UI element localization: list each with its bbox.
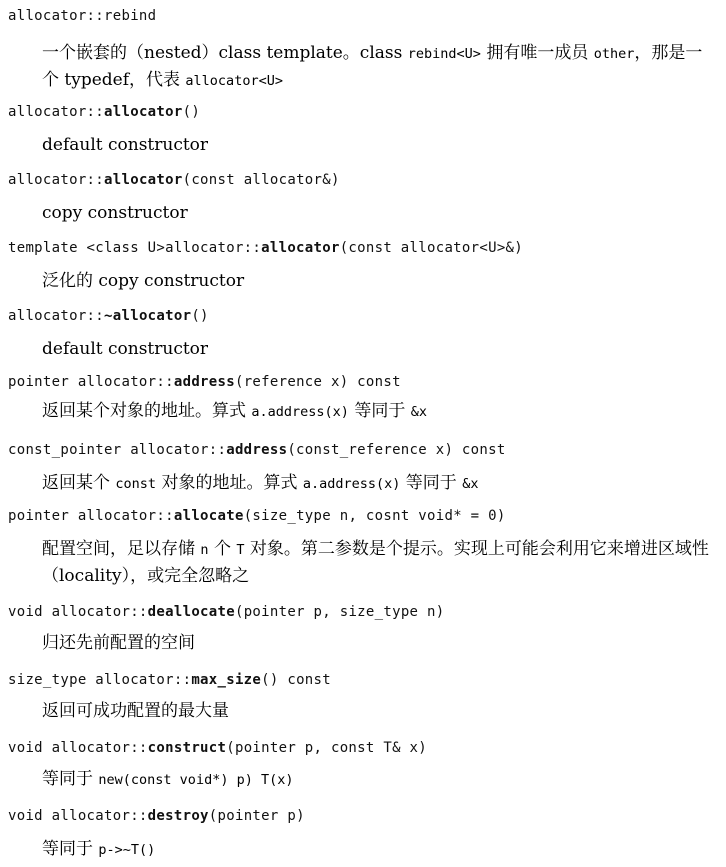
function-name: allocator bbox=[104, 172, 183, 188]
function-name: allocator bbox=[261, 240, 340, 256]
inline-code: other bbox=[593, 46, 635, 62]
signature-prefix: allocator:: bbox=[8, 172, 105, 188]
function-name: ~allocator bbox=[104, 308, 192, 324]
signature-params: (pointer p, const T& x) bbox=[226, 740, 427, 756]
function-signature bbox=[8, 374, 401, 390]
function-signature bbox=[8, 8, 156, 24]
function-description bbox=[42, 698, 718, 724]
inline-code: const bbox=[115, 476, 157, 492]
function-signature bbox=[8, 442, 506, 458]
function-description bbox=[42, 836, 718, 863]
signature-params: (const allocator<U>&) bbox=[339, 240, 524, 256]
description-text: default constructor bbox=[42, 135, 209, 155]
function-description bbox=[42, 398, 718, 425]
function-signature bbox=[8, 104, 200, 120]
description-text: 泛化的 copy constructor bbox=[42, 271, 245, 291]
function-description bbox=[42, 268, 718, 294]
description-text: 对象的地址。算式 bbox=[156, 473, 303, 493]
function-signature bbox=[8, 672, 331, 688]
description-text: default constructor bbox=[42, 339, 209, 359]
function-name: address bbox=[226, 442, 288, 458]
signature-params: () const bbox=[261, 672, 331, 688]
function-description bbox=[42, 336, 718, 362]
signature-prefix: allocator:: bbox=[8, 308, 105, 324]
function-name: allocate bbox=[173, 508, 244, 524]
description-text: 归还先前配置的空间 bbox=[42, 633, 195, 653]
function-signature bbox=[8, 240, 523, 256]
function-name: address bbox=[173, 374, 235, 390]
inline-code: &x bbox=[462, 476, 479, 492]
inline-code: &x bbox=[410, 404, 428, 420]
signature-params: (reference x) const bbox=[234, 374, 401, 390]
description-text: copy constructor bbox=[42, 203, 188, 223]
function-signature bbox=[8, 808, 305, 824]
inline-code: new(const void*) p) T(x) bbox=[98, 772, 294, 788]
signature-params: () bbox=[182, 104, 201, 120]
signature-params: (size_type n, cosnt void* = 0) bbox=[243, 508, 506, 524]
signature-prefix: void allocator:: bbox=[8, 740, 148, 756]
function-name: allocator bbox=[104, 104, 183, 120]
signature-prefix: void allocator:: bbox=[8, 604, 148, 620]
function-description bbox=[42, 536, 718, 589]
description-text: 拥有唯一成员 bbox=[480, 43, 594, 63]
inline-code: a.address(x) bbox=[251, 404, 349, 420]
description-text: 个 bbox=[208, 539, 237, 559]
signature-params: (const_reference x) const bbox=[287, 442, 506, 458]
description-text: 返回某个 bbox=[42, 473, 116, 493]
function-signature bbox=[8, 604, 444, 620]
function-description bbox=[42, 470, 718, 497]
description-text: ，那是一个 typedef，代表 bbox=[42, 43, 703, 90]
function-signature bbox=[8, 508, 506, 524]
description-text: 等同于 bbox=[400, 473, 463, 493]
function-name: deallocate bbox=[147, 604, 235, 620]
description-text: 对象。第二参数是个提示。实现上可能会利用它来增进区域性（locality），或完全忽略之 bbox=[42, 539, 709, 586]
signature-params: (pointer p) bbox=[208, 808, 305, 824]
function-name: construct bbox=[147, 740, 227, 756]
inline-code: p->~T() bbox=[98, 842, 156, 858]
signature-params: (const allocator&) bbox=[182, 172, 340, 188]
description-text: 返回可成功配置的最大量 bbox=[42, 701, 229, 721]
inline-code: T bbox=[236, 542, 245, 558]
inline-code: n bbox=[200, 542, 209, 558]
function-signature bbox=[8, 308, 209, 324]
signature-params: (pointer p, size_type n) bbox=[234, 604, 445, 620]
signature-prefix: void allocator:: bbox=[8, 808, 148, 824]
signature-prefix: pointer allocator:: bbox=[8, 508, 174, 524]
function-signature bbox=[8, 740, 427, 756]
signature-prefix: allocator::rebind bbox=[8, 8, 157, 24]
description-text: 返回某个对象的地址。算式 bbox=[42, 401, 252, 421]
signature-prefix: const_pointer allocator:: bbox=[8, 442, 227, 458]
description-text: 配置空间，足以存储 bbox=[42, 539, 201, 559]
description-text: 等同于 bbox=[42, 769, 99, 789]
description-text: 等同于 bbox=[348, 401, 411, 421]
inline-code: a.address(x) bbox=[302, 476, 401, 492]
description-text: 等同于 bbox=[42, 839, 99, 859]
function-description bbox=[42, 200, 718, 226]
function-signature bbox=[8, 172, 340, 188]
signature-prefix: template <class U>allocator:: bbox=[8, 240, 262, 256]
function-name: destroy bbox=[147, 808, 209, 824]
inline-code: rebind<U> bbox=[407, 46, 481, 62]
signature-prefix: allocator:: bbox=[8, 104, 105, 120]
signature-prefix: size_type allocator:: bbox=[8, 672, 192, 688]
inline-code: allocator<U> bbox=[185, 73, 283, 89]
signature-prefix: pointer allocator:: bbox=[8, 374, 174, 390]
function-description bbox=[42, 630, 718, 656]
function-description bbox=[42, 132, 718, 158]
function-description bbox=[42, 40, 718, 94]
signature-params: () bbox=[191, 308, 209, 324]
function-name: max_size bbox=[191, 672, 262, 688]
description-text: 一个嵌套的（nested）class template。class bbox=[42, 43, 408, 63]
function-description bbox=[42, 766, 718, 793]
